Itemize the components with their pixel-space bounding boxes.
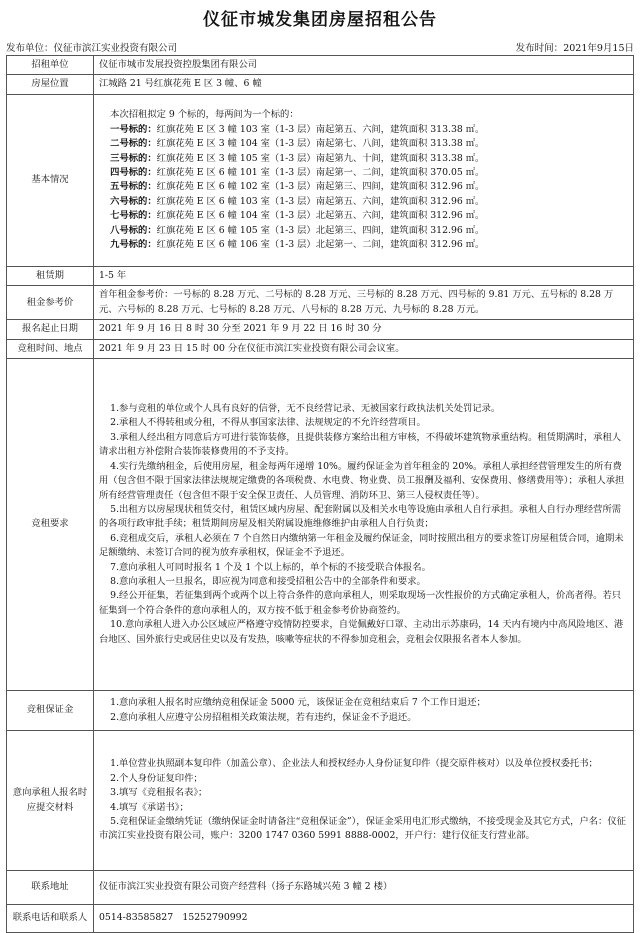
requirement-item: 1.参与竞租的单位或个人具有良好的信誉，无不良经营记录、无被国家行政执法机关处罚记录。: [110, 403, 501, 415]
row-value: [94, 359, 634, 691]
row-value: [94, 731, 634, 871]
deposit-item: 1.意向承租人报名时应缴纳竞租保证金 5000 元，该保证金在竞租结束后 7 个工作日退还；: [110, 697, 486, 709]
requirement-item: 4.实行先缴纳租金，后使用房屋，租金每两年递增 10%。履约保证金为首年租金的 20%。承租人承担经营管理发生的所有费用（包含但不限于国家法律法规规定缴费的各项税费、水电费、物业费、员工报酬及福利、安保费用、修缮费用等）；承租人承担所有经营管理责任（包含但不限于安全保卫责任、人员管理、消防环卫、第三人侵权责任等）。: [99, 460, 625, 501]
row-price: [7, 286, 634, 320]
row-label: 竞租时间、地点: [7, 339, 94, 358]
bid-name: 四号标的：: [110, 166, 157, 178]
date-line: [516, 40, 634, 54]
page-title: 仪征市城发集团房屋招租公告: [203, 10, 437, 30]
bid-item: [99, 137, 628, 151]
row-requirements: [7, 359, 634, 691]
material-item: 5.竞租保证金缴纳凭证（缴纳保证金时请备注“竞租保证金”），保证金采用电汇形式缴纳，不接受现金及其它方式，户名：仪征市滨江实业投资有限公司，账户：3200 1747 0360 5991 8888-0002，开户行：建行仪征支行营业部。: [99, 815, 626, 842]
bid-name: 三号标的：: [110, 152, 157, 164]
requirement-item: 2.承租人不得转租或分租，不得从事国家法律、法规规定的不允许经营项目。: [110, 417, 426, 429]
bid-item: [99, 123, 628, 137]
row-value: [94, 691, 634, 731]
row-value: 0514-83585827 15252790992: [94, 905, 634, 933]
bid-name: 五号标的：: [110, 181, 157, 193]
row-value: 首年租金参考价：一号标的 8.28 万元、二号标的 8.28 万元、三号标的 8.28 万元、四号标的 9.81 万元、五号标的 8.28 万元、六号标的 8.28 万元、七号标的 8.28 万元、八号标的 8.28 万元、九号标的 8.28 万元。: [94, 286, 634, 320]
publisher-label: 发布单位：: [6, 43, 54, 54]
requirement-item: 8.意向承租人一旦报名，即应视为同意和接受招租公告中的全部条件和要求。: [110, 575, 426, 587]
row-label: 基本情况: [7, 94, 94, 266]
bid-text: 红旗花苑 E 区 6 幢 101 室（1-3 层）南起第一、二间，建筑面积 370.05 ㎡。: [156, 166, 485, 178]
bid-item: [99, 195, 628, 209]
row-materials: [7, 731, 634, 871]
bid-name: 八号标的：: [110, 224, 157, 236]
requirement-item: 5.出租方以房屋现状租赁交付，租赁区域内房屋、配套附属以及相关水电等设施由承租人自行承担。承租人自行办理经营所需的各项行政审批手续；租赁期间房屋及相关附属设施维修维护由承租人自行负责；: [99, 503, 622, 530]
bid-text: 红旗花苑 E 区 6 幢 102 室（1-3 层）南起第三、四间，建筑面积 312.96 ㎡。: [156, 181, 485, 193]
bid-item: [99, 224, 628, 238]
row-label: 招租单位: [7, 56, 94, 75]
material-item: 2.个人身份证复印件；: [110, 772, 203, 784]
row-signup-time: [7, 320, 634, 339]
row-basic: [7, 94, 634, 266]
bid-name: 九号标的：: [110, 238, 157, 250]
material-item: 3.填写《竞租报名表》；: [110, 787, 208, 799]
bid-name: 七号标的：: [110, 210, 157, 222]
publisher-line: [6, 40, 177, 54]
row-value: 2021 年 9 月 16 日 8 时 30 分至 2021 年 9 月 22 日 16 时 30 分: [94, 320, 634, 339]
bid-item: [99, 209, 628, 223]
row-label: 租金参考价: [7, 286, 94, 320]
row-label: 联系电话和联系人: [7, 905, 94, 933]
row-value: 仪征市滨江实业投资有限公司资产经营科（扬子东路城兴苑 3 幢 2 楼）: [94, 871, 634, 905]
bid-item: [99, 152, 628, 166]
row-label: 意向承租人报名时应提交材料: [7, 731, 94, 871]
row-value: 江城路 21 号红旗花苑 E 区 3 幢、6 幢: [94, 75, 634, 94]
row-address: [7, 871, 634, 905]
row-value: 仪征市城市发展投资控股集团有限公司: [94, 56, 634, 75]
row-bid-time: [7, 339, 634, 358]
row-deposit: [7, 691, 634, 731]
bid-text: 红旗花苑 E 区 3 幢 105 室（1-3 层）南起第九、十间，建筑面积 313.38 ㎡。: [156, 152, 485, 164]
date-value: 2021年9月15日: [563, 43, 634, 54]
deposit-list: [99, 696, 628, 725]
row-unit: [7, 56, 634, 75]
basic-intro: 本次招租拟定 9 个标的，每两间为一个标的：: [110, 109, 299, 121]
publish-info: [6, 40, 634, 55]
bid-name: 六号标的：: [110, 195, 157, 207]
requirement-item: 7.意向承租人可同时报名 1 个及 1 个以上标的，单个标的不接受联合体报名。: [110, 561, 431, 573]
bid-name: 一号标的：: [110, 123, 157, 135]
materials-list: [99, 757, 628, 843]
row-contact: [7, 905, 634, 933]
deposit-item: 2.意向承租人应遵守公房招租相关政策法规，若有违约，保证金不予退还。: [110, 711, 417, 723]
announcement-table: [6, 55, 634, 933]
row-value: [94, 94, 634, 266]
material-item: 1.单位营业执照副本复印件（加盖公章）、企业法人和授权经办人身份证复印件（提交原件核对）以及单位授权委托书；: [110, 758, 598, 770]
requirement-list: [99, 402, 628, 647]
row-label: 联系地址: [7, 871, 94, 905]
bid-text: 红旗花苑 E 区 6 幢 104 室（1-3 层）北起第五、六间，建筑面积 312.96 ㎡。: [156, 210, 485, 222]
row-label: 竞租要求: [7, 359, 94, 691]
row-term: [7, 266, 634, 285]
requirement-item: 3.承租人经出租方同意后方可进行装饰装修，且提供装修方案给出租方审核，不得破坏建筑物承重结构。租赁期满时，承租人请求出租方补偿附合装饰装修费用的不予支持。: [99, 431, 622, 458]
row-value: 1-5 年: [94, 266, 634, 285]
bid-text: 红旗花苑 E 区 6 幢 105 室（1-3 层）北起第三、四间，建筑面积 312.96 ㎡。: [156, 224, 485, 236]
requirement-item: 10.意向承租人进入办公区域应严格遵守疫情防控要求，自觉佩戴好口罩、主动出示苏康码，14 天内有境内中高风险地区、港台地区、国外旅行史或居住史以及有发热，咳嗽等症状的不得参加竞租会，竞租会仅限报名者本人参加。: [99, 619, 624, 645]
bid-list: [99, 123, 628, 253]
bid-item: [99, 180, 628, 194]
row-location: [7, 75, 634, 94]
publisher-value: 仪征市滨江实业投资有限公司: [53, 43, 178, 54]
bid-item: [99, 166, 628, 180]
row-label: 竞租保证金: [7, 691, 94, 731]
date-label: 发布时间：: [515, 43, 564, 54]
row-label: 报名起止日期: [7, 320, 94, 339]
row-label: 租赁期: [7, 266, 94, 285]
bid-text: 红旗花苑 E 区 6 幢 106 室（1-3 层）北起第一、二间，建筑面积 312.96 ㎡。: [156, 238, 485, 250]
bid-item: [99, 238, 628, 252]
row-value: 2021 年 9 月 23 日 15 时 00 分在仪征市滨江实业投资有限公司会议室。: [94, 339, 634, 358]
row-label: 房屋位置: [7, 75, 94, 94]
material-item: 4.填写《承诺书》；: [110, 801, 189, 813]
requirement-item: 9.经公开征集，若征集到两个或两个以上符合条件的意向承租人，则采取现场一次性报价的方式确定承租人，价高者得。若只征集到一个符合条件的意向承租人的，双方按不低于租金参考价协商签约。: [99, 590, 622, 616]
bid-text: 红旗花苑 E 区 3 幢 104 室（1-3 层）南起第七、八间，建筑面积 313.38 ㎡。: [156, 138, 485, 150]
requirement-item: 6.竞租成交后，承租人必须在 7 个自然日内缴纳第一年租金及履约保证金，同时按照出租方的要求签订房屋租赁合同，逾期未足额缴纳、未签订合同的视为放弃承租权，保证金不予退还。: [99, 532, 624, 559]
bid-name: 二号标的：: [110, 138, 157, 150]
bid-text: 红旗花苑 E 区 6 幢 103 室（1-3 层）南起第五、六间，建筑面积 312.96 ㎡。: [156, 195, 485, 207]
bid-text: 红旗花苑 E 区 3 幢 103 室（1-3 层）南起第五、六间，建筑面积 313.38 ㎡。: [156, 123, 485, 135]
